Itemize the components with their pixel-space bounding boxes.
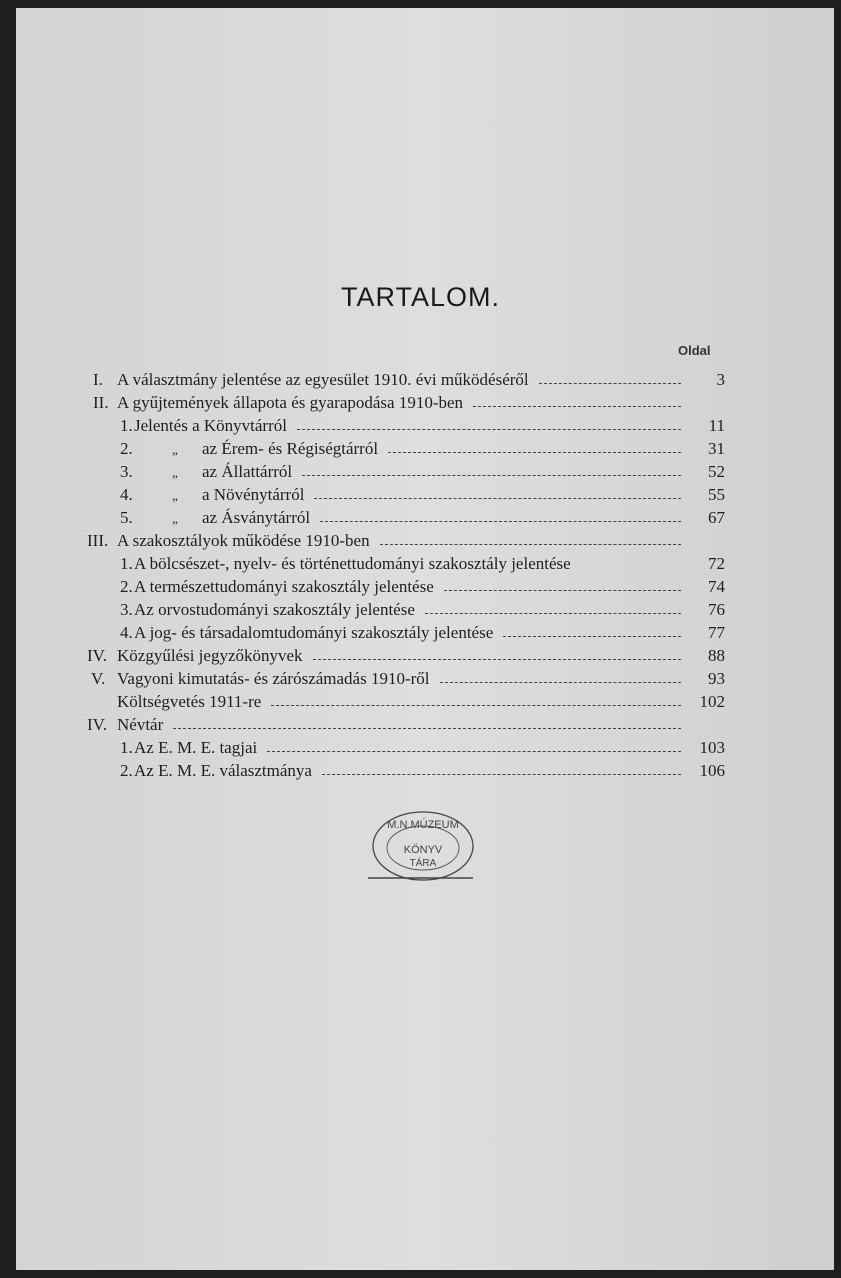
dot-leader: [473, 405, 681, 407]
entry-title: az Állattárról: [202, 462, 293, 481]
entry-number: 5.: [120, 508, 133, 527]
entry-number: IV.: [87, 715, 107, 734]
entry-page: 102: [699, 692, 725, 711]
stamp-text-bottom: TÁRA: [409, 858, 437, 869]
entry-page: 93: [708, 669, 725, 688]
entry-page: 31: [708, 439, 725, 458]
entry-page: 72: [708, 554, 725, 573]
dot-leader: [322, 773, 681, 775]
entry-number: V.: [91, 669, 106, 688]
entry-number: 2.: [120, 439, 133, 458]
entry-title: Közgyűlési jegyzőkönyvek: [117, 646, 303, 665]
ditto-mark: „: [172, 488, 178, 503]
entry-number: 4.: [120, 623, 133, 642]
toc-entry: [93, 391, 691, 414]
entry-title: Az E. M. E. tagjai: [134, 738, 258, 757]
toc-entry: [120, 575, 725, 598]
toc-entry: [120, 621, 725, 644]
entry-title: A természettudományi szakosztály jelentése: [134, 577, 434, 596]
entry-title: Költségvetés 1911-re: [117, 692, 262, 711]
entry-title: a Növénytárról: [202, 485, 305, 504]
dot-leader: [267, 750, 681, 752]
dot-leader: [440, 681, 681, 683]
entry-page: 106: [699, 761, 725, 780]
entry-title: Névtár: [117, 715, 164, 734]
toc-entry: [120, 483, 725, 506]
ditto-mark: „: [172, 465, 178, 480]
entry-page: 11: [708, 416, 725, 435]
toc-entry: [87, 644, 725, 667]
toc-entry: [91, 667, 725, 690]
dot-leader: [425, 612, 681, 614]
toc-entry: [87, 529, 691, 552]
toc-entry: [120, 460, 725, 483]
stamp-text-middle: KÖNYV: [403, 844, 443, 856]
entry-title: Vagyoni kimutatás- és zárószámadás 1910-ről: [117, 669, 430, 688]
dot-leader: [313, 658, 681, 660]
entry-page: 55: [708, 485, 725, 504]
entry-title: Az orvostudományi szakosztály jelentése: [134, 600, 415, 619]
dot-leader: [297, 428, 681, 430]
dot-leader: [380, 543, 681, 545]
entry-number: I.: [93, 370, 103, 389]
entry-page: 3: [716, 370, 725, 389]
dot-leader: [444, 589, 681, 591]
toc-entry: [120, 414, 725, 437]
entry-title: A gyűjtemények állapota és gyarapodása 1910-ben: [117, 393, 464, 412]
entry-page: 67: [708, 508, 725, 527]
page-title: TARTALOM.: [340, 282, 501, 312]
entry-page: 103: [699, 738, 725, 757]
toc-entry: [120, 598, 725, 621]
toc-entry: [120, 437, 725, 460]
entry-title: Jelentés a Könyvtárról: [134, 416, 287, 435]
entry-title: az Ásványtárról: [202, 508, 311, 527]
dot-leader: [302, 474, 681, 476]
entry-number: 1.: [120, 554, 133, 573]
toc-entry: [120, 759, 725, 782]
page-column-header: Oldal: [678, 343, 711, 358]
toc-entry: [117, 690, 725, 713]
dot-leader: [388, 451, 681, 453]
toc-entry: [120, 552, 725, 575]
entry-page: 88: [708, 646, 725, 665]
entry-title: A bölcsészet-, nyelv- és történettudományi szakosztály jelentése: [134, 554, 571, 573]
toc-entry: [93, 368, 725, 391]
ditto-mark: „: [172, 442, 178, 457]
entry-title: az Érem- és Régiségtárról: [202, 439, 379, 458]
entry-number: 1.: [120, 416, 133, 435]
entry-number: II.: [93, 393, 109, 412]
dot-leader: [271, 704, 681, 706]
toc-entry: [120, 506, 725, 529]
stamp-text-top: M.N.MÚZEUM: [387, 819, 459, 831]
toc-entry: [120, 736, 725, 759]
entry-title: A szakosztályok működése 1910-ben: [117, 531, 370, 550]
dot-leader: [320, 520, 681, 522]
entry-number: 3.: [120, 462, 133, 481]
entry-page: 52: [708, 462, 725, 481]
entry-page: 76: [708, 600, 725, 619]
library-stamp: [368, 808, 478, 888]
entry-page: 74: [708, 577, 725, 596]
dot-leader: [539, 382, 681, 384]
entry-number: 3.: [120, 600, 133, 619]
dot-leader: [173, 727, 681, 729]
entry-title: A választmány jelentése az egyesület 1910. évi működéséről: [117, 370, 529, 389]
entry-title: Az E. M. E. választmánya: [134, 761, 312, 780]
entry-number: 2.: [120, 761, 133, 780]
ditto-mark: „: [172, 511, 178, 526]
entry-number: 2.: [120, 577, 133, 596]
entry-title: A jog- és társadalomtudományi szakosztály jelentése: [134, 623, 494, 642]
dot-leader: [503, 635, 681, 637]
entry-number: 1.: [120, 738, 133, 757]
entry-number: 4.: [120, 485, 133, 504]
entry-page: 77: [708, 623, 725, 642]
dot-leader: [314, 497, 681, 499]
entry-number: III.: [87, 531, 109, 550]
entry-number: IV.: [87, 646, 107, 665]
toc-entry: [87, 713, 691, 736]
